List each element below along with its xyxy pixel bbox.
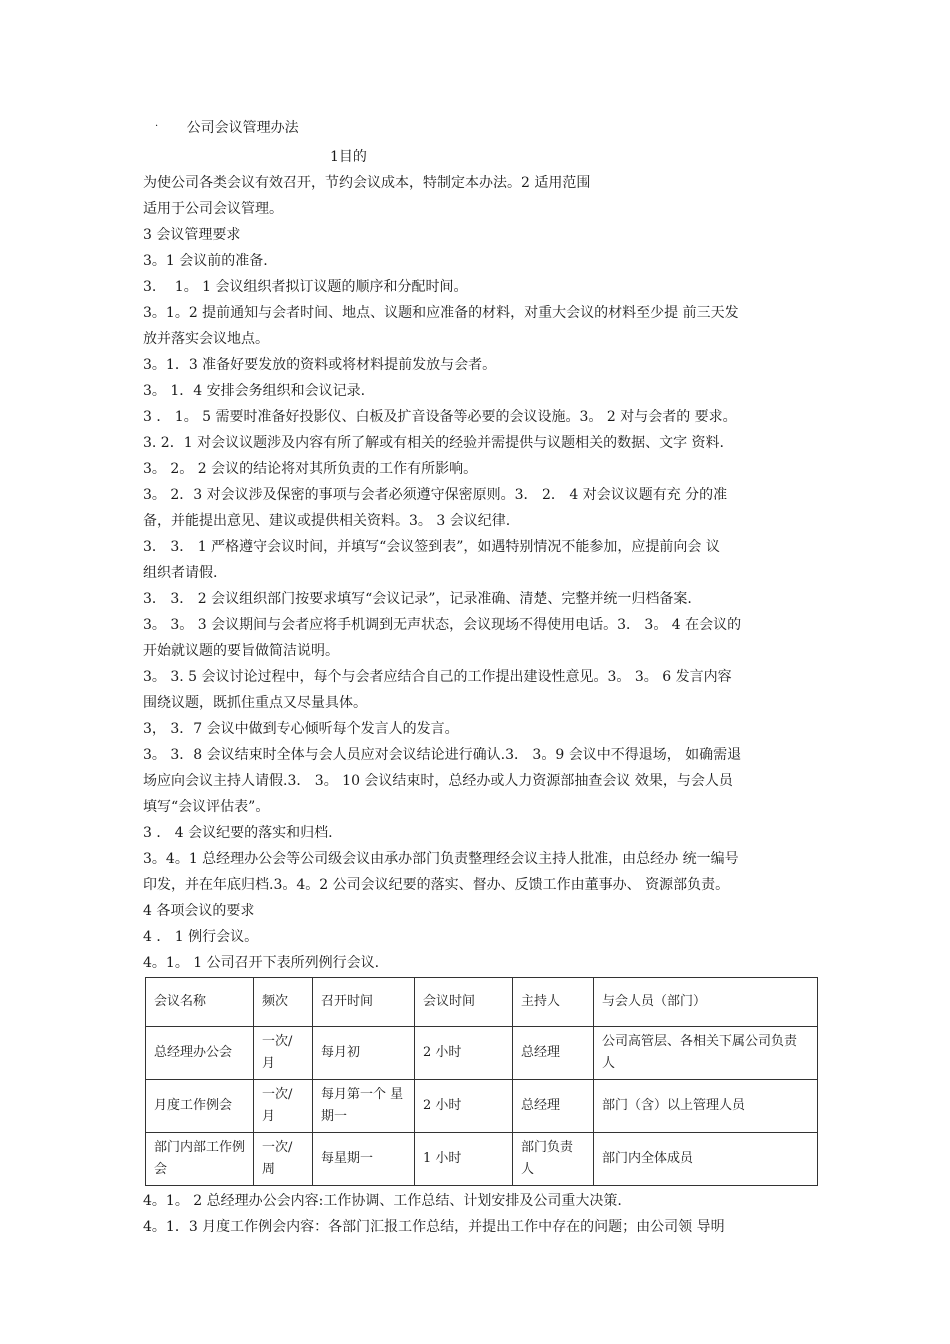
paragraph-line: 为使公司各类会议有效召开，节约会议成本，特制定本办法。2 适用范围 [143, 175, 591, 191]
paragraph-line: 3。 1．4 安排会务组织和会议记录. [143, 383, 366, 399]
paragraph-line: 3。 2。 2 会议的结论将对其所负责的工作有所影响。 [143, 461, 478, 477]
table-cell: 公司高管层、各相关下属公司负责人 [594, 1027, 818, 1080]
paragraph [143, 170, 820, 196]
paragraph-line: 3 ． 4 会议纪要的落实和归档. [143, 825, 333, 841]
table-header-cell: 主持人 [513, 978, 594, 1027]
paragraphs-bottom [143, 1188, 820, 1240]
paragraph-line: 围绕议题，既抓住重点又尽量具体。 [143, 695, 367, 711]
table-cell: 月度工作例会 [146, 1080, 254, 1133]
paragraph [143, 274, 820, 300]
section-heading-purpose: 1目的 [330, 149, 367, 165]
paragraph [143, 664, 820, 716]
paragraph-line: 开始就议题的要旨做简洁说明。 [143, 643, 339, 659]
paragraph [143, 534, 820, 586]
paragraph-line: 3， 3．7 会议中做到专心倾听每个发言人的发言。 [143, 721, 459, 737]
table-cell: 部门内部工作例会 [146, 1133, 254, 1186]
paragraph-line: 3。 3. 5 会议讨论过程中，每个与会者应结合自己的工作提出建设性意见。3。 3。 6 发言内容 [143, 669, 732, 685]
paragraph-line: 4。1。 2 总经理办公会内容:工作协调、工作总结、计划安排及公司重大决策. [143, 1193, 622, 1209]
paragraph-line: 3 会议管理要求 [143, 227, 241, 243]
paragraph [143, 482, 820, 534]
paragraph [143, 378, 820, 404]
paragraph-line: 3。1。2 提前通知与会者时间、地点、议题和应准备的材料，对重大会议的材料至少提 前三天发 [143, 305, 739, 321]
paragraph-line: 3. 2．1 对会议议题涉及内容有所了解或有相关的经验并需提供与议题相关的数据、文字 资料. [143, 435, 724, 451]
meeting-table [145, 977, 818, 1186]
paragraph-line: 放并落实会议地点。 [143, 331, 269, 347]
paragraph-line: 填写“会议评估表”。 [143, 799, 270, 815]
paragraph-line: 4。1。 1 公司召开下表所列例行会议. [143, 955, 380, 971]
paragraph-line: 3． 3． 1 严格遵守会议时间，并填写“会议签到表”，如遇特别情况不能参加，应提前向会 议 [143, 539, 720, 555]
paragraph [143, 248, 820, 274]
paragraph-line: 3． 3． 2 会议组织部门按要求填写“会议记录”，记录准确、清楚、完整并统一归档备案. [143, 591, 692, 607]
paragraph-line: 4。1．3 月度工作例会内容：各部门汇报工作总结，并提出工作中存在的问题；由公司领 导明 [143, 1219, 725, 1235]
table-cell: 一次/月 [254, 1080, 313, 1133]
paragraph-line: 3。1．3 准备好要发放的资料或将材料提前发放与会者。 [143, 357, 497, 373]
paragraph [143, 846, 820, 898]
paragraph [143, 716, 820, 742]
table-cell: 2 小时 [415, 1027, 513, 1080]
table-cell: 2 小时 [415, 1080, 513, 1133]
table-cell: 部门负责人 [513, 1133, 594, 1186]
paragraph-line: 4 ． 1 例行会议。 [143, 929, 259, 945]
table-cell: 总经理 [513, 1080, 594, 1133]
paragraph [143, 222, 820, 248]
paragraph-line: 3。1 会议前的准备. [143, 253, 268, 269]
table-row [146, 1027, 818, 1080]
paragraph [143, 612, 820, 664]
paragraph-line: 4 各项会议的要求 [143, 903, 255, 919]
paragraph [143, 352, 820, 378]
table-cell: 总经理办公会 [146, 1027, 254, 1080]
paragraph-line: 印发，并在年底归档.3。4。2 公司会议纪要的落实、督办、反馈工作由董事办、 资源部负责。 [143, 877, 730, 893]
paragraph [143, 586, 820, 612]
table-row [146, 1133, 818, 1186]
table-header-cell: 召开时间 [313, 978, 415, 1027]
paragraph-line: 3. 1。 1 会议组织者拟订议题的顺序和分配时间。 [143, 279, 468, 295]
title-row [155, 117, 299, 137]
table-cell: 一次/月 [254, 1027, 313, 1080]
paragraph-line: 备，并能提出意见、建议或提供相关资料。3。 3 会议纪律. [143, 513, 511, 529]
paragraph [143, 456, 820, 482]
table-cell: 1 小时 [415, 1133, 513, 1186]
table-header-cell: 会议名称 [146, 978, 254, 1027]
paragraph [143, 1214, 820, 1240]
paragraph [143, 742, 820, 820]
paragraph [143, 300, 820, 352]
paragraph [143, 1188, 820, 1214]
table-header-cell: 频次 [254, 978, 313, 1027]
document-title: 公司会议管理办法 [186, 120, 299, 136]
paragraph-line: 组织者请假. [143, 565, 218, 581]
table-header-cell: 与会人员（部门） [594, 978, 818, 1027]
paragraph-line: 3。 3．8 会议结束时全体与会人员应对会议结论进行确认.3． 3。9 会议中不得退场， 如确需退 [143, 747, 742, 763]
document-body [143, 170, 820, 1240]
table-header-row [146, 978, 818, 1027]
paragraph-line: 3。 3。 3 会议期间与会者应将手机调到无声状态，会议现场不得使用电话。3． 3。 4 在会议的 [143, 617, 742, 633]
table-cell: 每星期一 [313, 1133, 415, 1186]
table-cell: 一次/周 [254, 1133, 313, 1186]
table-row [146, 1080, 818, 1133]
table-cell: 每月第一个 星期一 [313, 1080, 415, 1133]
table-cell: 总经理 [513, 1027, 594, 1080]
paragraph-line: 适用于公司会议管理。 [143, 201, 283, 217]
paragraph-line: 场应向会议主持人请假.3． 3。 10 会议结束时，总经办或人力资源部抽查会议 效果，与会人员 [143, 773, 733, 789]
paragraph [143, 820, 820, 846]
bullet-dot: · [155, 121, 159, 132]
paragraph-line: 3。 2．3 对会议涉及保密的事项与会者必须遵守保密原则。3． 2． 4 对会议议题有充 分的准 [143, 487, 728, 503]
paragraph [143, 404, 820, 430]
paragraph-line: 3。4。1 总经理办公会等公司级会议由承办部门负责整理经会议主持人批准，由总经办 统一编号 [143, 851, 739, 867]
paragraphs-top [143, 170, 820, 976]
table-cell: 部门（含）以上管理人员 [594, 1080, 818, 1133]
table-cell: 部门内全体成员 [594, 1133, 818, 1186]
table-header-cell: 会议时间 [415, 978, 513, 1027]
paragraph [143, 430, 820, 456]
table-cell: 每月初 [313, 1027, 415, 1080]
paragraph [143, 950, 820, 976]
paragraph [143, 898, 820, 924]
paragraph-line: 3 ． 1。 5 需要时准备好投影仪、白板及扩音设备等必要的会议设施。3。 2 对与会者的 要求。 [143, 409, 737, 425]
paragraph [143, 924, 820, 950]
paragraph [143, 196, 820, 222]
